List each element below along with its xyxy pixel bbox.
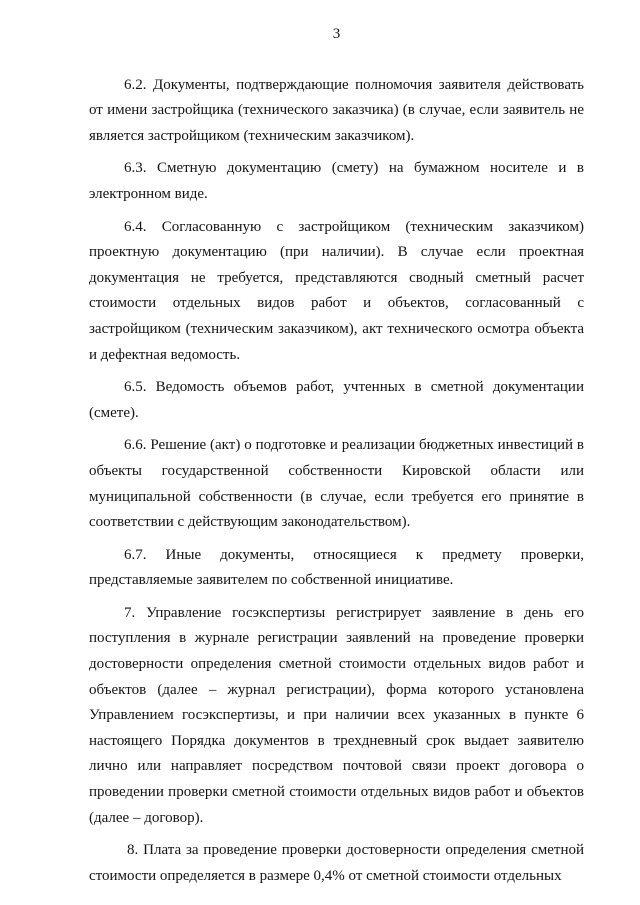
paragraph-6-2: 6.2. Документы, подтверждающие полномочия заявителя действовать от имени застройщика (технического заказчика) (в случае, если заявитель не является застройщиком (техническим заказчиком). <box>89 76 584 144</box>
paragraph-6-6: 6.6. Решение (акт) о подготовке и реализации бюджетных инвестиций в объекты государственной собственности Кировской области или муниципальной собственности (в случае, если требуется его принятие в соответствии с действующим законодательством). <box>89 437 584 531</box>
page-number: 3 <box>332 26 341 42</box>
paragraph-6-5: 6.5. Ведомость объемов работ, учтенных в сметной документации (смете). <box>89 379 584 421</box>
paragraph-8: 8. Плата за проведение проверки достоверности определения сметной стоимости определяется в размере 0,4% от сметной стоимости отдельных <box>89 842 584 884</box>
paragraph-6-4: 6.4. Согласованную с застройщиком (техническим заказчиком) проектную документацию (при наличии). В случае если проектная документация не требуется, представляются сводный сметный расчет стоимости отдельных видов работ и объектов, согласованный с застройщиком (техническим заказчиком), акт технического осмотра объекта и дефектная ведомость. <box>89 218 584 363</box>
paragraph-6-7: 6.7. Иные документы, относящиеся к предмету проверки, представляемые заявителем по собственной инициативе. <box>89 546 584 589</box>
paragraph-7: 7. Управление госэкспертизы регистрирует заявление в день его поступления в журнале регистрации заявлений на проведение проверки достоверности определения сметной стоимости отдельных видов работ и объектов (далее – журнал регистрации), форма которого установлена Управлением госэкспертизы, и при наличии всех указанных в пункте 6 настоящего Порядка документов в трехдневный срок выдает заявителю лично или направляет посредством почтовой связи проект договора о проведении проверки сметной стоимости отдельных видов работ и объектов (далее – договор). <box>89 604 584 826</box>
paragraph-6-3: 6.3. Сметную документацию (смету) на бумажном носителе и в электронном виде. <box>89 160 584 202</box>
